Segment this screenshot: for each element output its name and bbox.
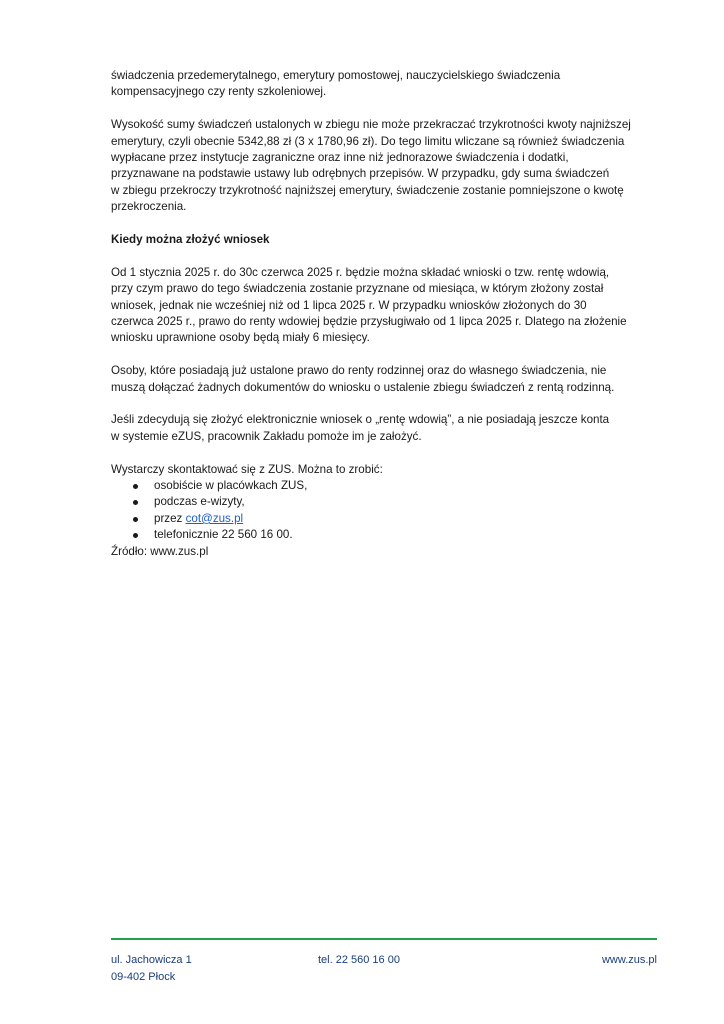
documents-line: muszą dołączać żadnych dokumentów do wniosku o ustalenie zbiegu świadczeń z rentą rodzinną. [111, 380, 615, 394]
list-item-text: przez [154, 511, 186, 525]
email-link[interactable]: cot@zus.pl [185, 511, 244, 525]
footer-city: 09-402 Płock [111, 971, 176, 983]
documents-paragraph [111, 363, 659, 396]
footer-phone: tel. 22 560 16 00 [318, 954, 400, 966]
bullet-icon [133, 484, 138, 489]
contact-list [111, 478, 659, 544]
ezus-line: w systemie eZUS, pracownik Zakładu pomoże im je założyć. [111, 429, 422, 443]
section-heading-when: Kiedy można złożyć wniosek [111, 233, 270, 247]
limit-line: Wysokość sumy świadczeń ustalonych w zbiegu nie może przekraczać trzykrotności kwoty najniższej [111, 118, 631, 132]
limit-line: przekroczenia. [111, 200, 187, 214]
when-line: Od 1 stycznia 2025 r. do 30c czerwca 2025 r. będzie można składać wnioski o tzw. rentę wdowią, [111, 265, 610, 279]
ezus-paragraph [111, 412, 659, 445]
source-note: Źródło: www.zus.pl [111, 544, 209, 558]
list-item-text: podczas e-wizyty, [154, 495, 245, 509]
limit-line: przyznawane na podstawie ustawy lub odrębnych przepisów. W przypadku, gdy suma świadczeń [111, 167, 610, 181]
when-paragraph [111, 265, 659, 347]
document-body [111, 68, 659, 576]
limit-paragraph [111, 117, 659, 215]
bullet-icon [133, 500, 138, 505]
bullet-icon [133, 533, 138, 538]
list-item-text: osobiście w placówkach ZUS, [154, 479, 308, 493]
list-item [111, 494, 659, 510]
documents-line: Osoby, które posiadają już ustalone prawo do renty rodzinnej oraz do własnego świadczenia, nie [111, 364, 607, 378]
limit-line: w zbiegu przekroczy trzykrotność najniższej emerytury, świadczenie zostanie pomniejszone o kwotę [111, 183, 624, 197]
footer-street: ul. Jachowicza 1 [111, 954, 192, 966]
list-item [111, 478, 659, 494]
footer-website: www.zus.pl [601, 954, 657, 966]
footer-address [111, 952, 192, 986]
intro-line-2: kompensacyjnego czy renty szkoleniowej. [111, 85, 327, 99]
list-item-text: telefonicznie 22 560 16 00. [154, 528, 293, 542]
footer-divider [111, 938, 657, 940]
when-line: czerwca 2025 r., prawo do renty wdowiej będzie przysługiwało od 1 lipca 2025 r. Dlatego na złożenie [111, 315, 627, 329]
limit-line: emerytury, czyli obecnie 5342,88 zł (3 x 1780,96 zł). Do tego limitu wliczane są również świadczenia [111, 134, 625, 148]
when-line: wniosku uprawnione osoby będą miały 6 miesięcy. [111, 331, 370, 345]
contact-intro: Wystarczy skontaktować się z ZUS. Można to zrobić: [111, 462, 383, 476]
limit-line: wypłacane przez instytucje zagraniczne oraz inne niż jednorazowe świadczenia i dodatki, [111, 151, 569, 165]
when-line: wniosek, jednak nie wcześniej niż od 1 lipca 2025 r. W przypadku wniosków złożonych do 30 [111, 298, 587, 312]
list-item [111, 527, 659, 543]
when-line: przy czym prawo do tego świadczenia zostanie przyznane od miesiąca, w którym złożony został [111, 282, 604, 296]
intro-paragraph [111, 68, 659, 101]
intro-line-1: świadczenia przedemerytalnego, emerytury pomostowej, nauczycielskiego świadczenia [111, 69, 561, 82]
ezus-line: Jeśli zdecydują się złożyć elektronicznie wniosek o „rentę wdowią”, a nie posiadają jeszcze konta [111, 413, 610, 427]
bullet-icon [133, 517, 138, 522]
list-item [111, 511, 659, 527]
